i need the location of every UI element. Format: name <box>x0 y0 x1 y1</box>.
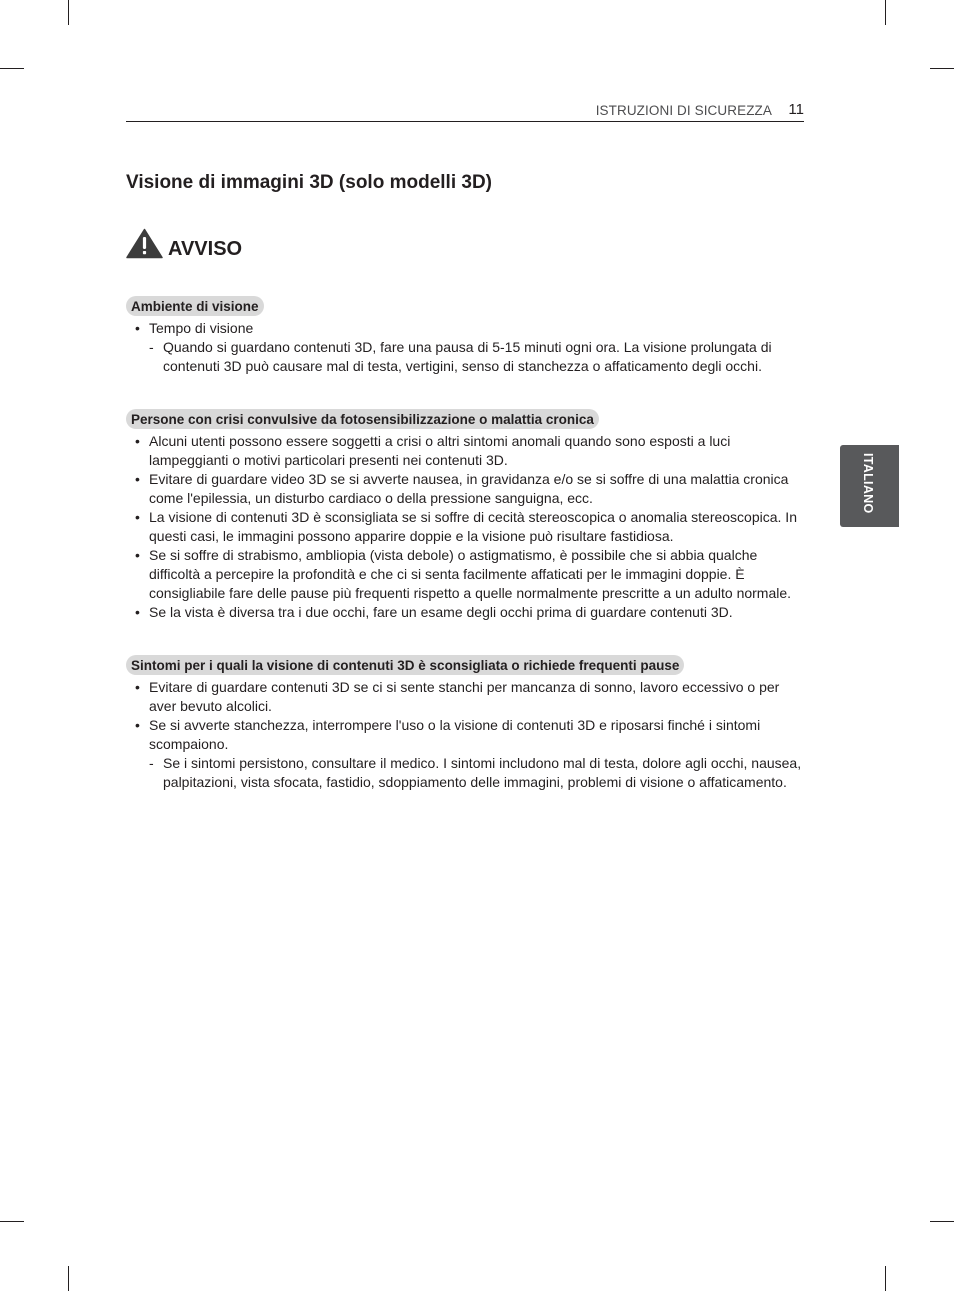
list-item <box>126 319 806 376</box>
bullet-list <box>126 432 806 622</box>
list-item: • Se si soffre di strabismo, ambliopia (vista debole) o astigmatismo, è possibile che si abbia qualche difficoltà a percepire la profondità e che ci si senta facilmente affaticati per le immagini doppie. È consigliabile fare delle pause più frequenti rispetto a quelle normalmente prescritte a un adulto normale. <box>126 546 806 603</box>
list-item-text: Se si avverte stanchezza, interrompere l'uso o la visione di contenuti 3D e riposarsi finché i sintomi scompaiono. <box>149 717 761 752</box>
section-heading: Ambiente di visione <box>126 296 264 316</box>
crop-mark <box>0 1221 24 1222</box>
list-item: • Se la vista è diversa tra i due occhi, fare un esame degli occhi prima di guardare contenuti 3D. <box>126 603 806 622</box>
running-header <box>126 101 804 122</box>
crop-mark <box>68 1266 69 1291</box>
language-tab-label: ITALIANO <box>861 453 875 514</box>
section-viewing-environment <box>126 296 806 376</box>
list-item: • La visione di contenuti 3D è sconsigliata se si soffre di cecità stereoscopica o anomalia stereoscopica. In questi casi, le immagini possono apparire doppie e la visione può risultare fastidiosa. <box>126 508 806 546</box>
page-number: 11 <box>788 101 804 118</box>
crop-mark <box>930 68 954 69</box>
crop-mark <box>885 1266 886 1291</box>
section-symptoms <box>126 655 806 792</box>
list-item <box>126 716 806 792</box>
crop-mark <box>930 1221 954 1222</box>
list-item: • Alcuni utenti possono essere soggetti a crisi o altri sintomi anomali quando sono esposti a luci lampeggianti o motivi particolari presenti nei contenuti 3D. <box>126 432 806 470</box>
list-item: • Evitare di guardare video 3D se si avverte nausea, in gravidanza e/o se si soffre di una malattia cronica come l'epilessia, un disturbo cardiaco o della pressione sanguigna, ecc. <box>126 470 806 508</box>
list-item-text: Tempo di visione <box>149 320 254 336</box>
sub-list <box>149 338 806 376</box>
sub-list-item: - Se i sintomi persistono, consultare il medico. I sintomi includono mal di testa, dolore agli occhi, nausea, palpitazioni, vista sfocata, fastidio, sdoppiamento delle immagini, problemi di visione o affaticamento. <box>149 754 806 792</box>
sub-list <box>149 754 806 792</box>
section-photosensitive-seizures <box>126 409 806 622</box>
section-heading: Sintomi per i quali la visione di contenuti 3D è sconsigliata o richiede frequenti pause <box>126 655 684 675</box>
content <box>126 296 806 825</box>
crop-mark <box>0 68 24 69</box>
warning-label: AVVISO <box>168 238 243 260</box>
list-item: • Evitare di guardare contenuti 3D se ci si sente stanchi per mancanza di sonno, lavoro eccessivo o per aver bevuto alcolici. <box>126 678 806 716</box>
bullet-list <box>126 319 806 376</box>
sub-list-item: - Quando si guardano contenuti 3D, fare una pausa di 5-15 minuti ogni ora. La visione prolungata di contenuti 3D può causare mal di testa, vertigini, senso di stanchezza o affaticamento degli occhi. <box>149 338 806 376</box>
language-tab <box>840 445 899 527</box>
page-title: Visione di immagini 3D (solo modelli 3D) <box>126 172 492 193</box>
bullet-list <box>126 678 806 792</box>
crop-mark <box>68 0 69 25</box>
warning-triangle-icon <box>126 228 163 259</box>
crop-mark <box>885 0 886 25</box>
section-heading: Persone con crisi convulsive da fotosensibilizzazione o malattia cronica <box>126 409 599 429</box>
header-section-title: ISTRUZIONI DI SICUREZZA <box>595 103 772 118</box>
